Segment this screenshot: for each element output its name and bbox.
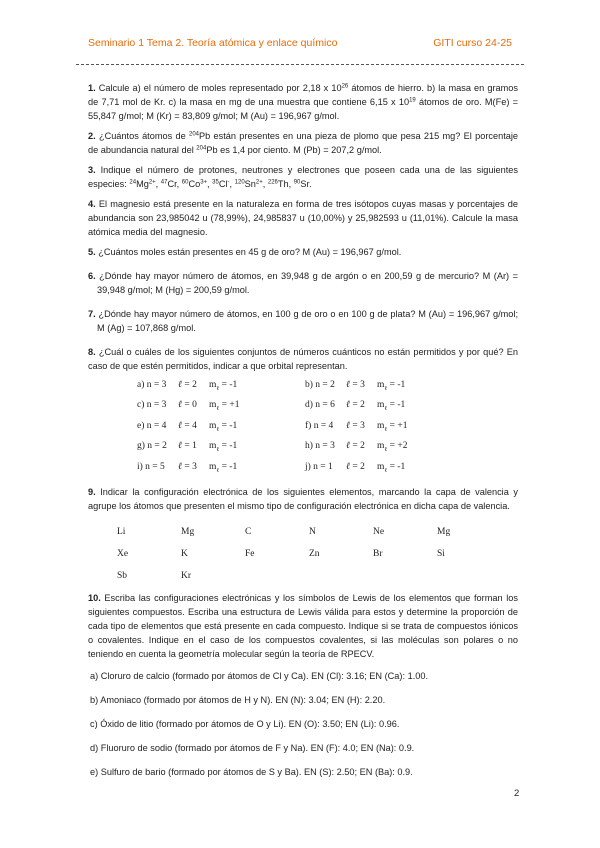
element-symbol: Fe (245, 548, 255, 559)
question-3: 3. Indique el número de protones, neutrones y electrones que poseen cada una de las siguientes especies: $^{24}Mg^{2+}$, $^{47}$Cr, $^{60}Co^{3+}$, $^{35}$Cl-, $^{120}Sn^{2+}$, $^{226}$Th, $^{90}$Sr. (88, 165, 518, 189)
quantum-m: $m_\ell = -1$ (377, 461, 406, 474)
element-symbol: Ne (373, 526, 385, 537)
quantum-row (137, 377, 518, 397)
header-divider (76, 64, 524, 65)
question-4: 4. El magnesio está presente en la naturaleza en forma de tres isótopos cuyas masas y porcentajes de abundancia son 23,985042 u (78,99%), 24,985837 u (10,00%) y 25,982593 u (11,01%). Calcule la masa atómica media del magnesio. (88, 199, 518, 237)
species-item: $^{90}$Sr. (293, 179, 312, 189)
quantum-label: h) n = 3 (305, 441, 335, 452)
quantum-l: ℓ = 1 (178, 441, 197, 452)
element-symbol: Mg (181, 526, 195, 537)
quantum-m: $m_\ell = -1$ (209, 441, 238, 454)
quantum-row (137, 459, 518, 479)
quantum-numbers-table (137, 377, 518, 479)
quantum-label: c) n = 3 (137, 400, 167, 411)
compound-item: c) Óxido de litio (formado por átomos de O y Li). EN (O): 3.50; EN (Li): 0.96. (90, 718, 400, 729)
quantum-label: e) n = 4 (137, 420, 167, 431)
quantum-l: ℓ = 2 (178, 380, 197, 390)
quantum-row (137, 397, 518, 417)
question-6: 6. ¿Dónde hay mayor número de átomos, en 39,948 g de argón o en 200,59 g de mercurio? M (Ar) = 39,948 g/mol; M (Hg) = 200,59 g/mol. (88, 271, 518, 295)
quantum-label: i) n = 5 (137, 461, 165, 472)
question-10: 10. Escriba las configuraciones electrónicas y los símbolos de Lewis de los elementos que forman los siguientes compuestos. Escriba una estructura de Lewis válida para estos y determine la proporción de cada tipo de elementos que está presente en cada compuesto. Indique si se trata de compuestos iónicos o covalentes. Indique en el caso de los compuestos covalentes, si las moléculas son polares o no teniendo en cuenta la geometría molecular según la teoría de RPECV. (88, 592, 518, 659)
species-item: $^{24}Mg^{2+}$, (129, 179, 161, 189)
quantum-label: f) n = 4 (305, 420, 334, 431)
quantum-l: ℓ = 4 (178, 420, 197, 431)
quantum-m: $m_\ell = -1$ (209, 380, 238, 392)
question-5: 5. ¿Cuántos moles están presentes en 45 g de oro? M (Au) = 196,967 g/mol. (88, 247, 402, 257)
question-9: 9. Indicar la configuración electrónica de los siguientes elementos, marcando la capa de valencia y agrupe los átomos que presenten el mismo tipo de configuración electrónica en dicha capa de valencia. (88, 486, 518, 511)
quantum-m: $m_\ell = -1$ (209, 420, 238, 433)
element-symbol: Kr (181, 570, 192, 581)
compound-item: d) Fluoruro de sodio (formado por átomos de F y Na). EN (F): 4.0; EN (Na): 0.9. (90, 742, 415, 753)
quantum-label: g) n = 2 (137, 441, 167, 452)
compound-item: b) Amoniaco (formado por átomos de H y N). EN (N): 3.04; EN (H): 2.20. (90, 694, 386, 705)
quantum-l: ℓ = 2 (346, 461, 365, 472)
page-number: 2 (514, 788, 520, 799)
quantum-row (137, 438, 518, 458)
element-symbol: Li (117, 526, 126, 537)
quantum-label: b) n = 2 (305, 380, 335, 390)
quantum-m: $m_\ell = -1$ (209, 461, 238, 474)
question-7: 7. ¿Dónde hay mayor número de átomos, en 100 g de oro o en 100 g de plata? M (Au) = 196,967 g/mol; M (Ag) = 107,868 g/mol. (88, 309, 518, 333)
quantum-m: $m_\ell = +1$ (209, 400, 240, 413)
question-8: 8. ¿Cuál o cuáles de los siguientes conjuntos de números cuánticos no están permitidos y por qué? En caso de que estén permitidos, indicar a que orbital representan. (88, 347, 518, 371)
compound-item: e) Sulfuro de bario (formado por átomos de S y Ba). EN (S): 2.50; EN (Ba): 0.9. (90, 766, 413, 777)
quantum-m: $m_\ell = -1$ (377, 400, 406, 413)
element-symbol: Br (373, 548, 383, 559)
quantum-m: $m_\ell = -1$ (377, 380, 406, 392)
element-symbol: N (309, 526, 316, 537)
document-body (88, 81, 518, 789)
header-title: Seminario 1 Tema 2. Teoría atómica y enlace químico (88, 37, 338, 49)
header-course: GITI curso 24-25 (433, 37, 512, 49)
quantum-m: $m_\ell = +1$ (377, 420, 408, 433)
species-item: $^{226}$Th, (267, 179, 294, 189)
quantum-l: ℓ = 2 (346, 441, 365, 452)
quantum-row (137, 418, 518, 438)
quantum-l: ℓ = 0 (178, 400, 197, 411)
element-symbol: Si (437, 548, 445, 559)
quantum-l: ℓ = 2 (346, 400, 365, 411)
species-item: $^{35}$Cl-, (212, 179, 235, 189)
compounds-list (88, 669, 518, 779)
element-symbol: K (181, 548, 188, 559)
quantum-label: a) n = 3 (137, 380, 167, 390)
species-list (129, 179, 311, 189)
quantum-l: ℓ = 3 (346, 420, 365, 431)
quantum-label: d) n = 6 (305, 400, 335, 411)
element-symbol: C (245, 526, 252, 537)
element-symbol: Mg (437, 526, 451, 537)
element-symbol: Zn (309, 548, 320, 559)
element-symbol: Sb (117, 570, 128, 581)
quantum-label: j) n = 1 (305, 461, 333, 472)
species-item: $^{120}Sn^{2+}$, (234, 179, 268, 189)
quantum-l: ℓ = 3 (178, 461, 197, 472)
elements-list (117, 521, 507, 587)
question-1: 1. Calcule a) el número de moles representado por 2,18 x $10^{26}$ átomos de hierro. b) la masa en gramos de 7,71 mol de Kr. c) la masa en mg de una muestra que contiene 6,15 x $10^{19}$ átomos de oro. M(Fe) = 55,847 g/mol; M (Kr) = 83,809 g/mol; M (Au) = 196,967 g/mol. (88, 83, 518, 121)
species-item: $^{60}Co^{3+}$, (181, 179, 213, 189)
species-item: $^{47}$Cr, (160, 179, 182, 189)
quantum-m: $m_\ell = +2$ (377, 441, 408, 454)
element-symbol: Xe (117, 548, 129, 559)
question-2: 2. ¿Cuántos átomos de $^{204}$Pb están presentes en una pieza de plomo que pesa 215 mg? El porcentaje de abundancia natural del $^{204}$Pb es 1,4 por ciento. M (Pb) = 207,2 g/mol. (88, 131, 519, 155)
compound-item: a) Cloruro de calcio (formado por átomos de Cl y Ca). EN (Cl): 3.16; EN (Ca): 1.00. (90, 670, 429, 681)
quantum-l: ℓ = 3 (346, 380, 365, 390)
